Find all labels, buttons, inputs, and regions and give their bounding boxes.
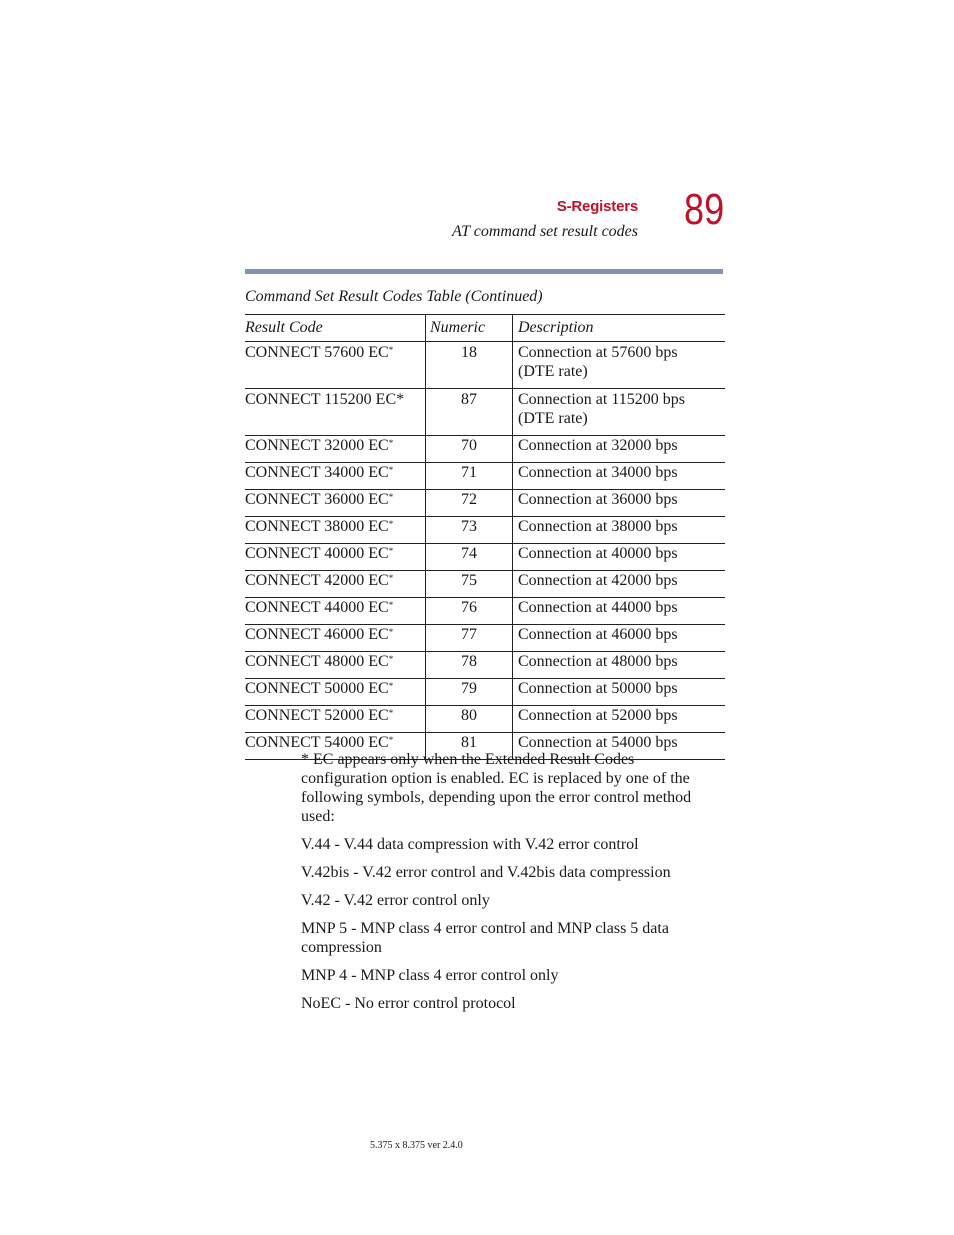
description-line: Connection at 32000 bps: [518, 437, 678, 454]
section-title: S-Registers: [556, 198, 638, 215]
description-line: (DTE rate): [518, 363, 588, 380]
cell-numeric: 79: [426, 679, 513, 706]
cell-numeric: 73: [426, 517, 513, 544]
cell-numeric: 71: [426, 463, 513, 490]
cell-result-code: [245, 389, 426, 436]
footnote-mark: *: [388, 708, 394, 718]
cell-numeric: 80: [426, 706, 513, 733]
result-code-text: CONNECT 54000 EC: [245, 734, 389, 751]
cell-result-code: [245, 490, 426, 517]
footnote-mark: *: [388, 654, 394, 664]
description-line: Connection at 57600 bps: [518, 344, 678, 361]
cell-description: [513, 706, 726, 733]
table-row: [245, 706, 725, 733]
cell-result-code: [245, 706, 426, 733]
table-row: [245, 517, 725, 544]
cell-description: [513, 544, 726, 571]
result-code-text: CONNECT 57600 EC: [245, 344, 389, 361]
page-number: 89: [684, 185, 725, 234]
cell-result-code: [245, 625, 426, 652]
table-row: [245, 571, 725, 598]
footnote-mark: *: [388, 519, 394, 529]
column-header-description: Description: [513, 315, 726, 342]
description-line: Connection at 52000 bps: [518, 707, 678, 724]
cell-numeric: 70: [426, 436, 513, 463]
footnote-mark: *: [388, 573, 394, 583]
cell-result-code: [245, 571, 426, 598]
column-header-numeric: Numeric: [426, 315, 513, 342]
footnote-mark: *: [388, 492, 394, 502]
description-line: Connection at 54000 bps: [518, 734, 678, 751]
note-item: MNP 4 - MNP class 4 error control only: [301, 967, 559, 984]
cell-result-code: [245, 598, 426, 625]
table-row: [245, 652, 725, 679]
cell-numeric: 74: [426, 544, 513, 571]
cell-description: [513, 571, 726, 598]
description-line: Connection at 42000 bps: [518, 572, 678, 589]
note-item: V.42 - V.42 error control only: [301, 892, 490, 909]
description-line: Connection at 50000 bps: [518, 680, 678, 697]
footnote-mark: *: [388, 345, 394, 355]
result-code-text: CONNECT 42000 EC: [245, 572, 389, 589]
column-header-result-code: Result Code: [245, 315, 426, 342]
table-row: [245, 436, 725, 463]
page-footer: 5.375 x 8.375 ver 2.4.0: [370, 1140, 463, 1151]
result-code-text: CONNECT 40000 EC: [245, 545, 389, 562]
footnote-mark: *: [388, 627, 394, 637]
cell-description: [513, 598, 726, 625]
cell-result-code: [245, 652, 426, 679]
cell-numeric: 18: [426, 342, 513, 389]
header-rule: [245, 269, 723, 274]
cell-result-code: [245, 436, 426, 463]
result-code-text: CONNECT 52000 EC: [245, 707, 389, 724]
footnote-mark: *: [388, 681, 394, 691]
cell-description: [513, 463, 726, 490]
description-line: Connection at 48000 bps: [518, 653, 678, 670]
cell-description: [513, 389, 726, 436]
description-line: Connection at 40000 bps: [518, 545, 678, 562]
description-line: Connection at 38000 bps: [518, 518, 678, 535]
cell-numeric: 87: [426, 389, 513, 436]
table-row: [245, 463, 725, 490]
description-line: Connection at 115200 bps: [518, 391, 685, 408]
cell-numeric: 81: [426, 733, 513, 760]
table-row: [245, 490, 725, 517]
description-line: Connection at 34000 bps: [518, 464, 678, 481]
note-item: V.42bis - V.42 error control and V.42bis data compression: [301, 864, 671, 881]
cell-numeric: 72: [426, 490, 513, 517]
cell-numeric: 77: [426, 625, 513, 652]
cell-description: [513, 436, 726, 463]
cell-description: [513, 652, 726, 679]
footnote-mark: *: [388, 600, 394, 610]
cell-numeric: 76: [426, 598, 513, 625]
result-code-text: CONNECT 115200 EC*: [245, 391, 405, 408]
footnote-mark: *: [388, 735, 394, 745]
cell-description: [513, 679, 726, 706]
result-code-text: CONNECT 44000 EC: [245, 599, 389, 616]
table-row: [245, 625, 725, 652]
table-header-row: [245, 315, 725, 342]
footnote-mark: *: [388, 546, 394, 556]
result-codes-table: [245, 314, 725, 760]
cell-result-code: [245, 679, 426, 706]
note-item: MNP 5 - MNP class 4 error control and MNP class 5 data compression: [301, 920, 669, 956]
result-code-text: CONNECT 48000 EC: [245, 653, 389, 670]
cell-result-code: [245, 544, 426, 571]
result-code-text: CONNECT 38000 EC: [245, 518, 389, 535]
cell-description: [513, 517, 726, 544]
table-caption: Command Set Result Codes Table (Continued): [245, 288, 543, 305]
cell-numeric: 78: [426, 652, 513, 679]
cell-result-code: [245, 342, 426, 389]
cell-result-code: [245, 463, 426, 490]
description-line: (DTE rate): [518, 410, 588, 427]
cell-result-code: [245, 517, 426, 544]
result-code-text: CONNECT 50000 EC: [245, 680, 389, 697]
cell-numeric: 75: [426, 571, 513, 598]
description-line: Connection at 46000 bps: [518, 626, 678, 643]
result-code-text: CONNECT 32000 EC: [245, 437, 389, 454]
table-row: [245, 679, 725, 706]
section-subtitle: AT command set result codes: [451, 223, 638, 240]
table-row: [245, 544, 725, 571]
footnote-text: * EC appears only when the Extended Result Codes configuration option is enabled. EC is replaced by one of the following symbols, depending upon the error control method used:: [301, 751, 692, 825]
description-line: Connection at 36000 bps: [518, 491, 678, 508]
result-code-text: CONNECT 46000 EC: [245, 626, 389, 643]
footnote-mark: *: [388, 465, 394, 475]
cell-description: [513, 490, 726, 517]
table-row: [245, 598, 725, 625]
result-code-text: CONNECT 34000 EC: [245, 464, 389, 481]
footnote-mark: *: [388, 438, 394, 448]
cell-description: [513, 625, 726, 652]
result-code-text: CONNECT 36000 EC: [245, 491, 389, 508]
cell-description: [513, 342, 726, 389]
note-item: V.44 - V.44 data compression with V.42 error control: [301, 836, 639, 853]
table-row: [245, 389, 725, 436]
table-row: [245, 342, 725, 389]
note-item: NoEC - No error control protocol: [301, 995, 516, 1012]
description-line: Connection at 44000 bps: [518, 599, 678, 616]
footnote-block: [301, 750, 721, 1022]
